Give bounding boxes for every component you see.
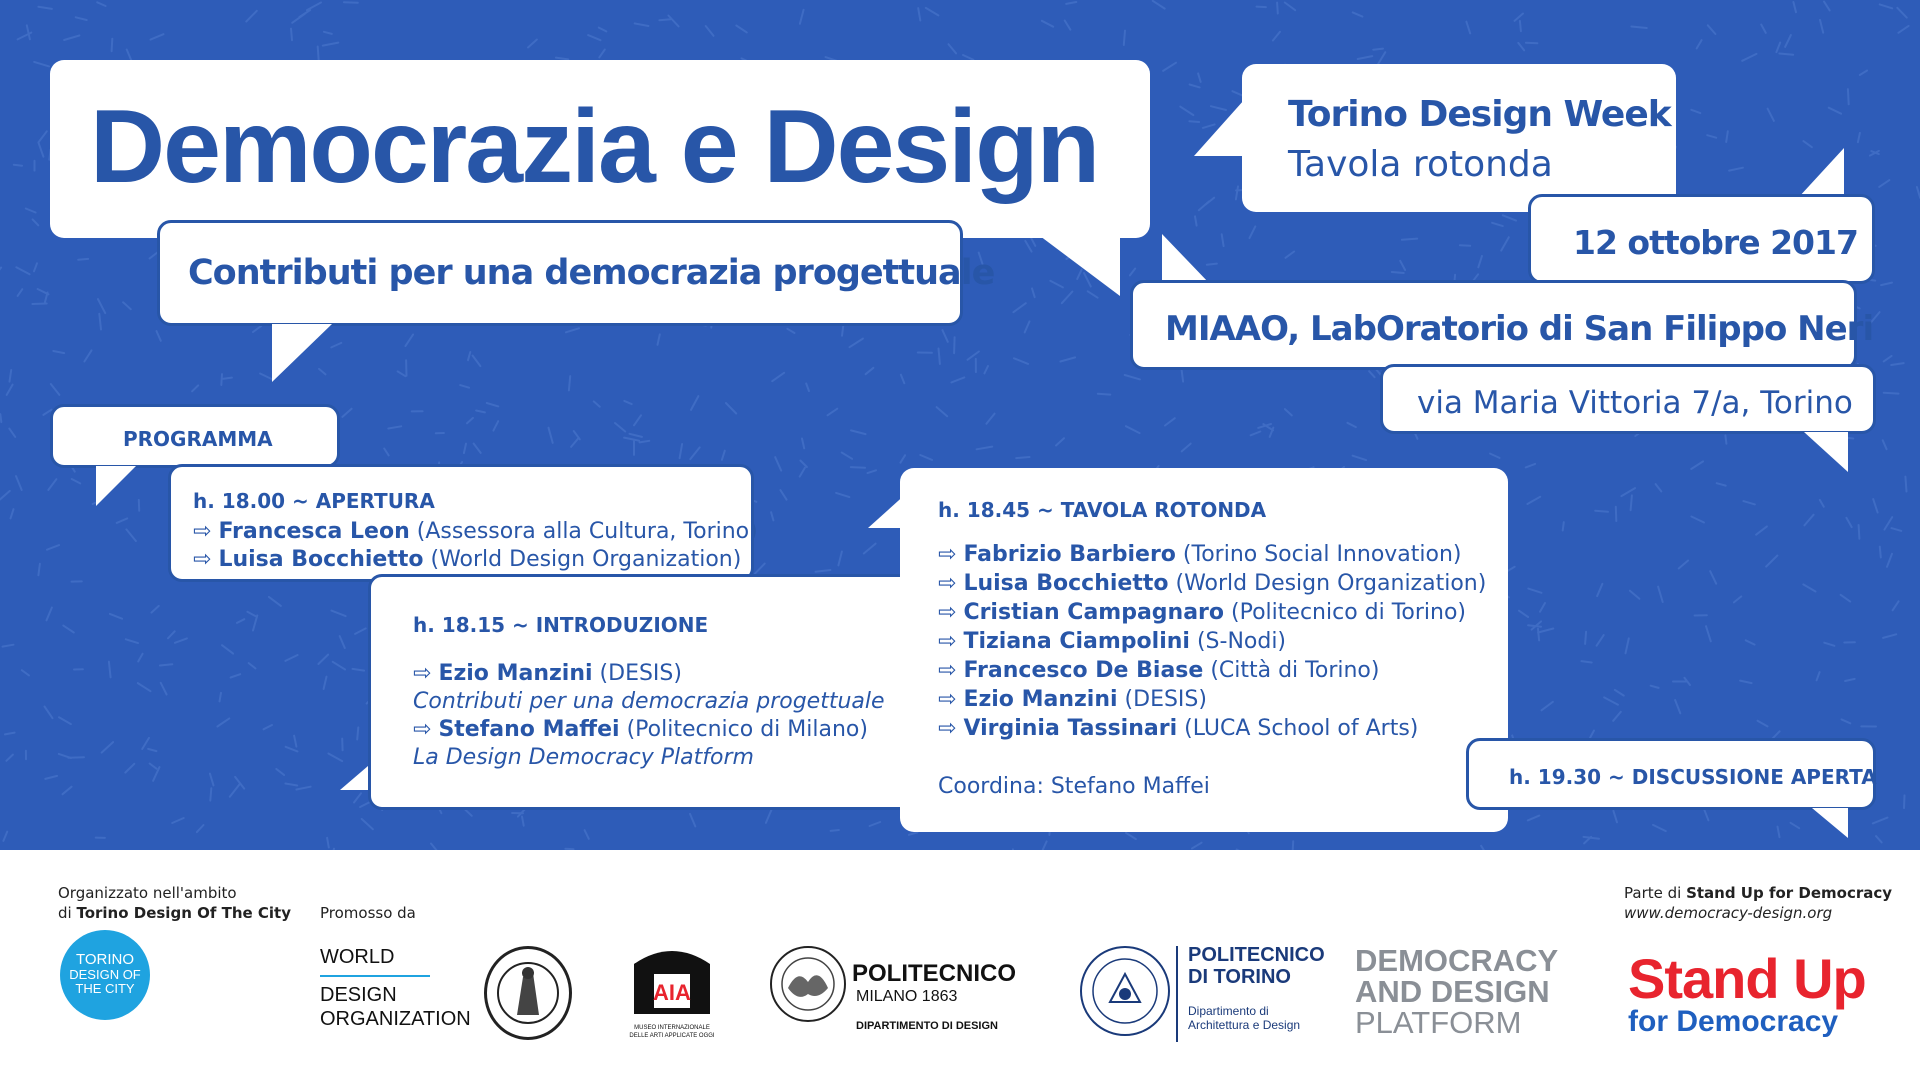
congregatio-seal-icon [484, 946, 572, 1040]
session-heading: h. 19.30 ~ DISCUSSIONE APERTA [1509, 765, 1877, 789]
session-heading: h. 18.00 ~ APERTURA [193, 489, 435, 513]
address-bubble-tail [1804, 432, 1848, 472]
speaker-line: ⇨ Ezio Manzini (DESIS) [413, 661, 682, 686]
miaao-logo: AIA MUSEO INTERNAZIONALE DELLE ARTI APPLICATE OGGI [626, 944, 718, 1044]
polimi-logo: POLITECNICO MILANO 1863 DIPARTIMENTO DI DESIGN [852, 960, 1017, 1032]
speaker-line: ⇨ Francesca Leon (Assessora alla Cultura, Torino) [193, 519, 758, 544]
date-bubble [1528, 194, 1875, 284]
speaker-line: ⇨ Stefano Maffei (Politecnico di Milano) [413, 717, 868, 742]
talk-title: Contributi per una democrazia progettuale [413, 689, 885, 714]
session-heading: h. 18.45 ~ TAVOLA ROTONDA [938, 498, 1267, 522]
svg-text:AIA: AIA [653, 980, 691, 1005]
programma-label: PROGRAMMA [123, 427, 273, 451]
polito-seal-icon [1080, 946, 1170, 1036]
date-bubble-tail [1798, 148, 1844, 198]
speaker-line: ⇨ Francesco De Biase (Città di Torino) [938, 658, 1380, 683]
organized-by: di Torino Design Of The City [58, 904, 291, 922]
subtitle-bubble-tail [272, 324, 332, 382]
session-introduzione [368, 574, 916, 810]
website-url: www.democracy-design.org [1624, 904, 1833, 922]
part-of-label: Parte di Stand Up for Democracy [1624, 884, 1893, 902]
title-bubble-tail [1040, 236, 1120, 296]
subtitle: Contributi per una democrazia progettuale [188, 253, 995, 293]
speaker-line: ⇨ Fabrizio Barbiero (Torino Social Innovation) [938, 542, 1462, 567]
event-date: 12 ottobre 2017 [1573, 223, 1858, 262]
promoted-label: Promosso da [320, 904, 416, 922]
event-name-bubble-tail [1194, 100, 1244, 156]
venue-bubble [1130, 280, 1874, 370]
stand-up-for-democracy-logo: Stand Up for Democracy [1628, 947, 1866, 1038]
talk-title: La Design Democracy Platform [413, 745, 754, 770]
session-heading: h. 18.15 ~ INTRODUZIONE [413, 613, 709, 637]
discussione-tail [1812, 808, 1848, 838]
title-bubble [50, 60, 1150, 238]
venue-bubble-tail [1162, 234, 1210, 284]
speaker-line: ⇨ Virginia Tassinari (LUCA School of Arts) [938, 716, 1419, 741]
polimi-seal-icon [770, 946, 846, 1022]
subtitle-bubble [157, 220, 995, 326]
organized-label: Organizzato nell'ambito [58, 884, 237, 902]
coordinator: Coordina: Stefano Maffei [938, 774, 1210, 799]
programma-bubble [50, 404, 340, 468]
event-venue: MIAAO, LabOratorio di San Filippo Neri [1165, 309, 1874, 349]
event-address: via Maria Vittoria 7/a, Torino [1417, 385, 1853, 421]
page-title: Democrazia e Design [90, 89, 1099, 205]
speaker-line: ⇨ Ezio Manzini (DESIS) [938, 687, 1207, 712]
programma-bubble-tail [96, 466, 136, 506]
address-bubble [1380, 364, 1876, 434]
torino-design-of-the-city-logo: TORINO DESIGN OF THE CITY [60, 930, 150, 1020]
speaker-line: ⇨ Luisa Bocchietto (World Design Organization) [193, 547, 742, 572]
event-name-bubble [1242, 64, 1676, 212]
speaker-line: ⇨ Cristian Campagnaro (Politecnico di Torino) [938, 600, 1467, 625]
event-type: Tavola rotonda [1288, 144, 1553, 185]
session-apertura [168, 464, 758, 582]
session-discussione [1466, 738, 1876, 810]
polito-logo: POLITECNICO DI TORINO Dipartimento di Architettura e Design [1188, 944, 1325, 1032]
speaker-line: ⇨ Luisa Bocchietto (World Design Organization) [938, 571, 1487, 596]
event-name: Torino Design Week [1288, 94, 1671, 135]
polito-divider [1176, 946, 1178, 1042]
world-design-organization-logo: WORLD DESIGN ORGANIZATION [320, 946, 471, 1030]
session-tavola [900, 468, 1508, 832]
speaker-line: ⇨ Tiziana Ciampolini (S-Nodi) [938, 629, 1287, 654]
democracy-design-platform-logo: DEMOCRACY AND DESIGN PLATFORM [1355, 943, 1559, 1040]
